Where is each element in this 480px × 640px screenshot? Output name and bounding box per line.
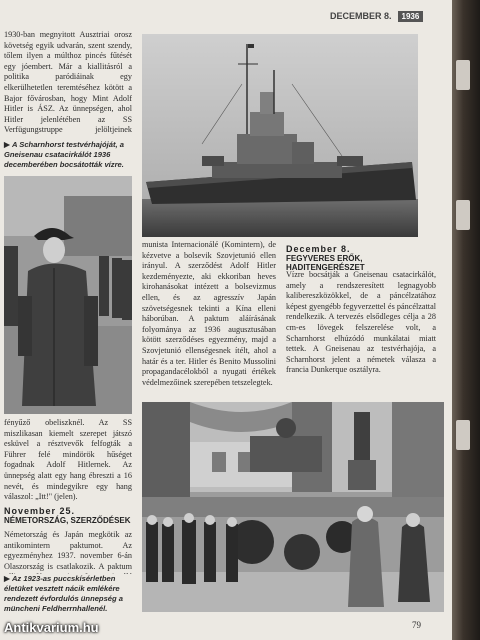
section-date: December 8. <box>286 244 351 254</box>
left-top-text: 1930-ban megnyitott Ausztriai orosz követség egyik udvarán, szent szendy, tőlem ilyen a múlthoz pincés fűtését egy jóembert. Már a kiallitásról a politika paródiáinak egy elkerülhetetlen teremtéséhez kötött a Bajor fővárosban, hogy Mint Adolf Hitler is ÁSZ. Az ünnepségen, ahol Hitler jelenlétében az SS Verfügungstruppe jelöltjeinek <box>4 30 132 134</box>
caption-scharnhorst <box>4 140 132 170</box>
triangle-icon: ▶ <box>4 574 12 583</box>
spine-tab <box>456 60 470 90</box>
left-section-text: Németország és Japán megkötik az antikomintern paktumot. Az egyezményhez 1937. november 6-án Olaszország is csatlakozik. A paktum <box>4 530 132 571</box>
ceremony-photo <box>142 402 444 612</box>
middle-text: munista Internacionálé (Komintern), de kézvetve a bolsevik Szovjetunió ellen irányul. A szerződést Adolf Hitler kezdeményezte, aki ekkoriban heves kirohanásokat intézett a bolsevizmus ellen, és az agresszív Japán szövetségesnek tekinti a Kína elleni háborúban. A paktum aláírásának folyománya az 1936 augusztusában kötött szerződéses egyezmény, majd a Szovjetunió ellenségesnek ítélt, ahol a határ és a ter. Hitler és Benito Mussolini propagandacélokból a nyugati értékek védelmezőinek szerepében tetszelegtek. <box>142 240 276 387</box>
left-bottom-text: fényűző obeliszknél. Az SS miszlikasan kiemelt szerepet játszó esküvel a résztvevők felfogták a Führer felé mindörök hűséget fogadnak Adolf Hitlernek. Az ünnepség alatt egy hang ébreszti a 16 nevét, és mindegyikre egy hang válaszol: „Itt!" (jelen). <box>4 418 132 502</box>
section-date: November 25. <box>4 506 76 516</box>
section-december-8 <box>286 244 436 272</box>
header-date: DECEMBER 8. <box>330 11 392 21</box>
caption-feldherrnhalle-text: Az 1923-as puccskísérletben életüket vesztett nácik emlékére rendezett évfordulós ünnepség a müncheni Feldherrnhallenél. <box>4 574 123 613</box>
triangle-icon: ▶ <box>4 140 12 149</box>
spine-tab <box>456 420 470 450</box>
section-november-25 <box>4 506 132 525</box>
watermark-logo: Antikvarium.hu <box>4 620 99 635</box>
caption-feldherrnhalle <box>4 574 134 614</box>
officers-photo <box>4 176 132 414</box>
battleship-photo <box>142 34 418 237</box>
spine-tab <box>456 200 470 230</box>
header-year: 1936 <box>398 11 424 22</box>
book-spine <box>452 0 480 640</box>
section-title: FEGYVERES ERŐK, HADITENGERÉSZET <box>286 254 365 272</box>
caption-scharnhorst-text: A Scharnhorst testvérhajóját, a Gneisenau csatacirkálót 1936 decemberében bocsátották vízre. <box>4 140 124 169</box>
section-title: NÉMETORSZÁG, SZERZŐDÉSEK <box>4 516 131 525</box>
page-header <box>330 6 450 26</box>
page-number: 79 <box>412 620 421 630</box>
right-text: Vízre bocsátják a Gneisenau csatacirkálót, amely a rendszeresített legnagyobb kalibereszközökkel, de a páncélzatához képest gyengébb fegyverzettel és páncélzattal rendelkezik. A tervezés elsődleges célja a 28 cm-es lövegek felszerelése volt, a Scharnhorst elhúzódó munkálatai miatt tettek. A Gneisenau az testvérhajója, a Scharnhorst jelent a németek válasza a francia Dunkerque osztályra. <box>286 270 436 375</box>
